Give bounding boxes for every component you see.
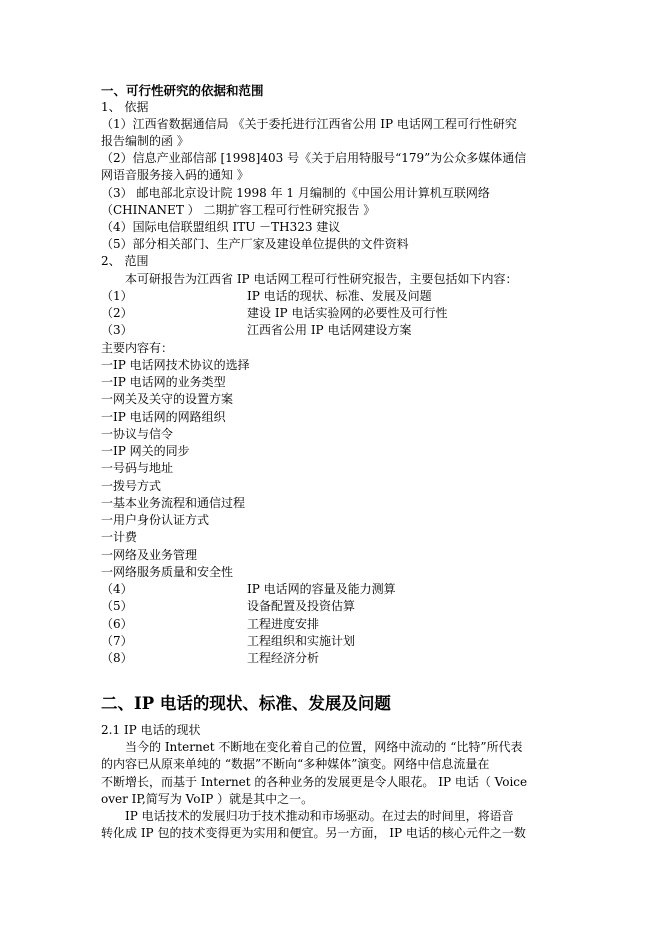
main-item: 一IP 电话网技术协议的选择: [101, 358, 250, 372]
main-item: 一网络及业务管理: [101, 548, 198, 562]
basis-item: （4）国际电信联盟组织 ITU －TH323 建议: [101, 220, 341, 234]
scope-item: [101, 616, 320, 633]
scope-item: [101, 288, 432, 305]
basis-item: （5）部分相关部门、生产厂家及建设单位提供的文件资料: [101, 237, 409, 251]
main-item: 一网络服务质量和安全性: [101, 565, 234, 579]
basis-heading: 1、 依据: [101, 100, 149, 114]
scope-item: [101, 650, 320, 667]
scope-item: [101, 322, 412, 339]
paragraph-line: 当今的 Internet 不断地在变化着自己的位置，网络中流动的 “比特”所代表: [125, 740, 523, 754]
scope-item-text: 工程组织和实施计划: [247, 634, 356, 648]
main-item: 一用户身份认证方式: [101, 513, 210, 527]
scope-item-num: （6）: [101, 617, 133, 631]
paragraph-line: 转化成 IP 包的技术变得更为实用和便宜。另一方面， IP 电话的核心元件之一数: [101, 826, 526, 840]
main-item: 一计费: [101, 530, 138, 544]
basis-item: （2）信息产业部信部 [1998]403 号《关于启用特服号“179”为公众多媒体通信: [101, 151, 527, 165]
section-1-title: 一、可行性研究的依据和范围: [101, 83, 264, 98]
basis-item: （CHINANET ） 二期扩容工程可行性研究报告 》: [101, 203, 376, 217]
basis-item: （1）江西省数据通信局 《关于委托进行江西省公用 IP 电话网工程可行性研究: [101, 117, 517, 131]
paragraph-line: over IP,简写为 VoIP ）就是其中之一。: [101, 792, 314, 806]
paragraph-line: 不断增长，而基于 Internet 的各种业务的发展更是令人眼花。 IP 电话（ Voice: [101, 775, 528, 789]
scope-item-num: （2）: [101, 306, 133, 320]
scope-item-num: （7）: [101, 634, 133, 648]
scope-item: [101, 581, 396, 598]
scope-item-num: （4）: [101, 582, 133, 596]
main-item: 一协议与信令: [101, 427, 174, 441]
scope-item-text: 建设 IP 电话实验网的必要性及可行性: [247, 306, 448, 320]
main-item: 一IP 网关的同步: [101, 444, 190, 458]
scope-item-text: 工程进度安排: [247, 617, 320, 631]
scope-intro: 本可研报告为江西省 IP 电话网工程可行性研究报告，主要包括如下内容：: [125, 272, 518, 286]
paragraph-line: 的内容已从原来单纯的 “数据”不断向“多种媒体”演变。网络中信息流量在: [101, 757, 490, 771]
scope-heading: 2、 范围: [101, 254, 149, 268]
scope-item-text: 江西省公用 IP 电话网建设方案: [247, 323, 412, 337]
main-item: 一号码与地址: [101, 461, 174, 475]
scope-item-num: （3）: [101, 323, 133, 337]
scope-item: [101, 598, 356, 615]
paragraph-line: IP 电话技术的发展归功于技术推动和市场驱动。在过去的时间里，将语音: [125, 809, 514, 823]
section-2-title: 二、IP 电话的现状、标准、发展及问题: [101, 694, 391, 713]
main-item: 一IP 电话网的业务类型: [101, 375, 226, 389]
basis-item: （3） 邮电部北京设计院 1998 年 1 月编制的《中国公用计算机互联网络: [101, 186, 490, 200]
scope-item-text: IP 电话网的容量及能力测算: [247, 582, 396, 596]
basis-item: 网语音服务接入码的通知 》: [101, 168, 249, 182]
main-item: 一IP 电话网的网路组织: [101, 410, 226, 424]
scope-item-text: IP 电话的现状、标准、发展及问题: [247, 289, 432, 303]
scope-item-text: 工程经济分析: [247, 651, 320, 665]
scope-item-num: （1）: [101, 289, 133, 303]
main-item: 一网关及关守的设置方案: [101, 392, 234, 406]
main-content-label: 主要内容有：: [101, 341, 174, 355]
main-item: 一拨号方式: [101, 479, 162, 493]
basis-item: 报告编制的函 》: [101, 134, 189, 148]
scope-item-num: （8）: [101, 651, 133, 665]
main-item: 一基本业务流程和通信过程: [101, 496, 246, 510]
scope-item-num: （5）: [101, 599, 133, 613]
sub-heading: 2.1 IP 电话的现状: [101, 723, 201, 737]
scope-item: [101, 305, 448, 322]
scope-item-text: 设备配置及投资估算: [247, 599, 356, 613]
scope-item: [101, 633, 356, 650]
